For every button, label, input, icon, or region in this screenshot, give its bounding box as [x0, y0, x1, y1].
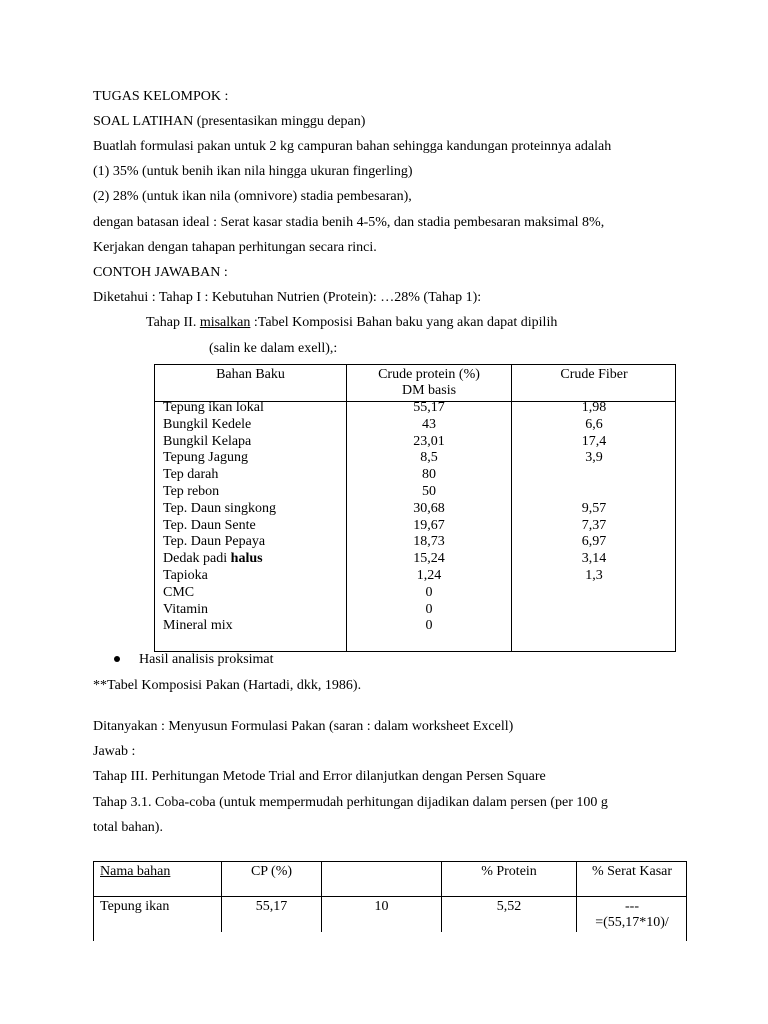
- header-bahan-baku: Bahan Baku: [216, 367, 285, 382]
- table-cell: Vitamin: [163, 601, 209, 617]
- table-cell: 15,24: [413, 551, 445, 567]
- table-cell: 0: [425, 618, 433, 634]
- table-cell: 30,68: [413, 500, 445, 516]
- cell-serat-kasar-line2: =(55,17*10)/: [595, 915, 669, 930]
- table-cell: Tep rebon: [163, 483, 220, 499]
- table-cell: 9,57: [581, 500, 607, 516]
- paragraph-answer: Jawab :: [93, 744, 136, 759]
- composition-table: [154, 364, 676, 652]
- table-cell: 6,6: [585, 416, 603, 432]
- table-cell: [512, 585, 676, 602]
- paragraph-asked: Ditanyakan : Menyusun Formulasi Pakan (saran : dalam worksheet Excell): [93, 719, 514, 734]
- table-cell: [512, 602, 676, 619]
- table-cell: 1,24: [416, 567, 442, 583]
- table-cell: 55,17: [413, 400, 445, 415]
- table-cell: [163, 551, 276, 568]
- stage-2-suffix: :Tabel Komposisi Bahan baku yang akan dapat dipilih: [250, 315, 558, 330]
- table-cell: [512, 618, 676, 635]
- paragraph-stage-2: [146, 315, 557, 331]
- table-divider: [321, 862, 322, 932]
- table-cell: Mineral mix: [163, 618, 233, 634]
- table-cell: 1,3: [585, 567, 603, 583]
- table-cell: Bungkil Kedele: [163, 416, 252, 432]
- header-crude-protein-line2: DM basis: [401, 383, 457, 398]
- column-bahan-baku: [163, 400, 276, 635]
- table-cell: Tep. Daun singkong: [163, 500, 276, 516]
- cell-protein: 5,52: [496, 899, 522, 914]
- paragraph-item-2: (2) 28% (untuk ikan nila (omnivore) stadia pembesaran),: [93, 189, 412, 204]
- header-serat-kasar: % Serat Kasar: [591, 864, 673, 879]
- table-cell: 19,67: [413, 517, 445, 533]
- table-cell: 43: [422, 416, 436, 432]
- header-crude-protein-line1: Crude protein (%): [378, 367, 480, 382]
- table-cell: Tepung ikan lokal: [163, 400, 264, 415]
- table-cell: Tep. Daun Pepaya: [163, 534, 266, 550]
- table-cell: CMC: [163, 584, 195, 600]
- table-cell: [512, 484, 676, 501]
- header-crude-fiber: Crude Fiber: [560, 367, 628, 382]
- paragraph-copy-note: (salin ke dalam exell),:: [209, 341, 338, 356]
- paragraph-example-heading: CONTOH JAWABAN :: [93, 265, 228, 280]
- table-cell: [512, 467, 676, 484]
- bullet-text: Hasil analisis proksimat: [139, 652, 274, 667]
- paragraph-subtitle: SOAL LATIHAN (presentasikan minggu depan): [93, 114, 366, 129]
- table-cell: 3,9: [585, 450, 603, 466]
- paragraph-title: TUGAS KELOMPOK :: [93, 89, 229, 104]
- cell-prefix: Dedak padi: [163, 551, 231, 567]
- paragraph-instruction: Buatlah formulasi pakan untuk 2 kg campuran bahan sehingga kandungan proteinnya adalah: [93, 139, 612, 154]
- bullet-icon: [114, 656, 120, 662]
- column-crude-protein: [347, 400, 511, 635]
- table-cell: 3,14: [581, 551, 607, 567]
- trial-error-table: [93, 861, 687, 941]
- header-protein: % Protein: [481, 864, 537, 879]
- header-nama-bahan-text: Nama bahan: [100, 864, 171, 879]
- table-cell: Tep darah: [163, 467, 219, 483]
- header-cp: CP (%): [250, 864, 293, 879]
- table-cell: Bungkil Kelapa: [163, 433, 252, 449]
- table-cell: 7,37: [581, 517, 607, 533]
- header-nama-bahan: [100, 864, 170, 880]
- cell-bold: halus: [230, 551, 263, 567]
- table-cell: 6,97: [581, 534, 607, 550]
- paragraph-stage-3-1-cont: total bahan).: [93, 820, 163, 835]
- table-cell: Tapioka: [163, 567, 208, 583]
- header-crude-protein: [347, 367, 511, 399]
- paragraph-stage-3-1: Tahap 3.1. Coba-coba (untuk mempermudah perhitungan dijadikan dalam persen (per 100 g: [93, 795, 608, 810]
- table-cell: 0: [425, 584, 433, 600]
- cell-serat-kasar: [577, 899, 687, 931]
- paragraph-task: Kerjakan dengan tahapan perhitungan secara rinci.: [93, 240, 377, 255]
- paragraph-stage-3: Tahap III. Perhitungan Metode Trial and Error dilanjutkan dengan Persen Square: [93, 769, 546, 784]
- table-cell: Tep. Daun Sente: [163, 517, 256, 533]
- table-cell: 80: [422, 467, 436, 483]
- table-cell: 50: [422, 483, 436, 499]
- cell-amount: 10: [374, 899, 389, 914]
- cell-serat-kasar-line1: ---: [625, 899, 639, 914]
- table-cell: 1,98: [581, 400, 607, 415]
- table-cell: 18,73: [413, 534, 445, 550]
- table-header-divider: [94, 896, 686, 897]
- cell-cp: 55,17: [255, 899, 288, 914]
- column-crude-fiber: [512, 400, 676, 635]
- paragraph-given: Diketahui : Tahap I : Kebutuhan Nutrien (Protein): …28% (Tahap 1):: [93, 290, 482, 305]
- table-cell: 17,4: [581, 433, 607, 449]
- table-cell: 23,01: [413, 433, 445, 449]
- table-source-note: **Tabel Komposisi Pakan (Hartadi, dkk, 1986).: [93, 678, 362, 693]
- table-cell: 8,5: [420, 450, 438, 466]
- table-cell: Tepung Jagung: [163, 450, 248, 466]
- paragraph-item-1: (1) 35% (untuk benih ikan nila hingga ukuran fingerling): [93, 164, 413, 179]
- table-cell: 0: [425, 601, 433, 617]
- paragraph-constraint: dengan batasan ideal : Serat kasar stadia benih 4-5%, dan stadia pembesaran maksimal 8%,: [93, 215, 605, 230]
- stage-2-underlined: misalkan: [199, 315, 251, 330]
- stage-2-prefix: Tahap II.: [146, 315, 200, 330]
- cell-nama-bahan: Tepung ikan: [100, 899, 170, 914]
